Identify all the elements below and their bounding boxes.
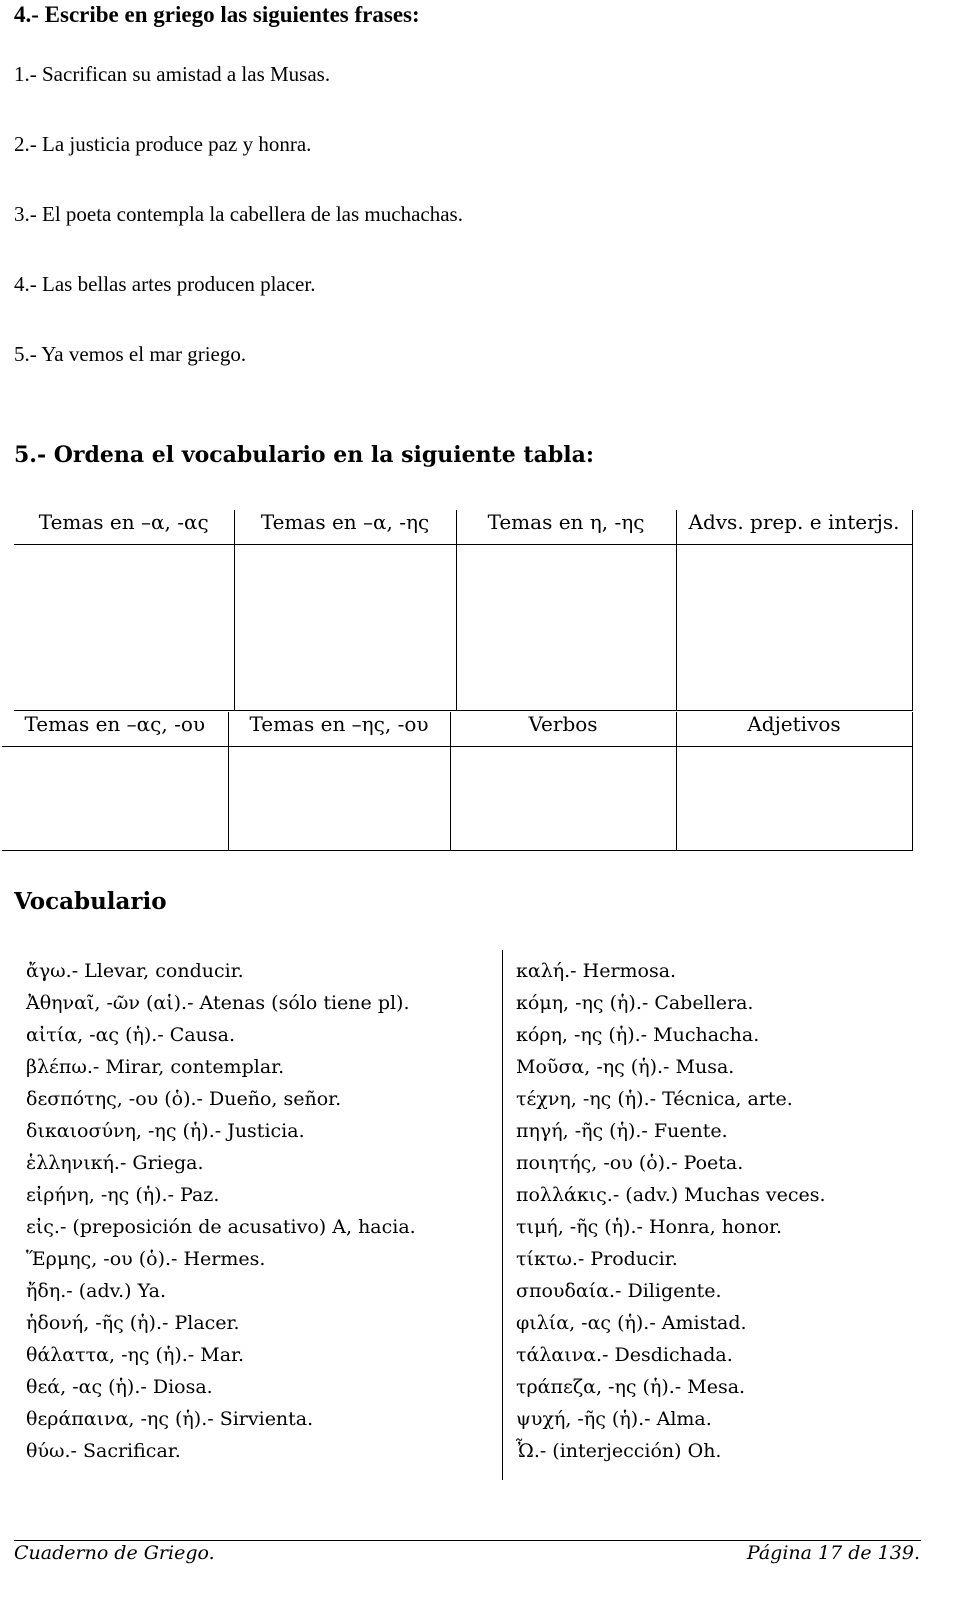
footer-page-number: Página 17 de 139.: [746, 1542, 920, 1564]
vocab-entry: κόρη, -ης (ἡ).- Muchacha.: [516, 1024, 760, 1046]
vocab-entry: καλή.- Hermosa.: [516, 960, 677, 982]
vocab-entry: θεά, -ας (ἡ).- Diosa.: [26, 1376, 213, 1398]
footer-book-title: Cuaderno de Griego.: [14, 1542, 215, 1564]
vocab-entry: ἄγω.- Llevar, conducir.: [26, 960, 244, 982]
vocab-entry: εἰρήνη, -ης (ἡ).- Paz.: [26, 1184, 220, 1206]
exercise-4-title: 4.- Escribe en griego las siguientes frases:: [14, 2, 420, 27]
table2-header-3: Verbos: [450, 712, 676, 747]
table2-cell-4[interactable]: [676, 747, 912, 851]
table1-header-3: Temas en η, -ης: [456, 510, 676, 545]
vocab-table-2: [2, 712, 913, 851]
vocab-entry: δεσπότης, -ου (ὁ).- Dueño, señor.: [26, 1088, 342, 1110]
vocab-entry: θεράπαινα, -ης (ἡ).- Sirvienta.: [26, 1408, 314, 1430]
vocab-entry: τιμή, -ῆς (ἡ).- Honra, honor.: [516, 1216, 783, 1238]
vocab-entry: ἡδονή, -ῆς (ἡ).- Placer.: [26, 1312, 240, 1334]
table2-cell-1[interactable]: [2, 747, 228, 851]
vocab-entry: θύω.- Sacrificar.: [26, 1440, 181, 1462]
vocab-entry: δικαιοσύνη, -ης (ἡ).- Justicia.: [26, 1120, 305, 1142]
vocab-entry: φιλία, -ας (ἡ).- Amistad.: [516, 1312, 747, 1334]
sentence-5: 5.- Ya vemos el mar griego.: [14, 342, 247, 366]
table1-cell-1[interactable]: [14, 545, 234, 711]
sentence-1: 1.- Sacrifican su amistad a las Musas.: [14, 62, 331, 86]
table2-cell-2[interactable]: [228, 747, 450, 851]
vocab-left-column: [26, 957, 416, 1469]
column-divider: [502, 950, 503, 1480]
table2-header-4: Adjetivos: [676, 712, 912, 747]
vocab-entry: βλέπω.- Mirar, contemplar.: [26, 1056, 285, 1078]
vocab-entry: Ὦ.- (interjección) Oh.: [516, 1440, 722, 1462]
sentence-4: 4.- Las bellas artes producen placer.: [14, 272, 316, 296]
sentence-3: 3.- El poeta contempla la cabellera de las muchachas.: [14, 202, 463, 226]
vocab-entry: ἤδη.- (adv.) Ya.: [26, 1280, 167, 1302]
vocab-entry: τίκτω.- Producir.: [516, 1248, 678, 1270]
vocab-entry: τάλαινα.- Desdichada.: [516, 1344, 733, 1366]
table2-header-2: Temas en –ης, -ου: [228, 712, 450, 747]
table1-cell-2[interactable]: [234, 545, 456, 711]
table2-header-1: Temas en –ας, -ου: [2, 712, 228, 747]
sentence-2: 2.- La justicia produce paz y honra.: [14, 132, 312, 156]
vocab-entry: πολλάκις.- (adv.) Muchas veces.: [516, 1184, 826, 1206]
footer-rule: [14, 1540, 921, 1541]
vocab-entry: κόμη, -ης (ἡ).- Cabellera.: [516, 992, 754, 1014]
table1-cell-4[interactable]: [676, 545, 912, 711]
vocab-entry: ἑλληνική.- Griega.: [26, 1152, 204, 1174]
vocab-table-1: [14, 510, 913, 711]
table1-header-2: Temas en –α, -ης: [234, 510, 456, 545]
table1-cell-3[interactable]: [456, 545, 676, 711]
vocab-entry: πηγή, -ῆς (ἡ).- Fuente.: [516, 1120, 728, 1142]
table2-cell-3[interactable]: [450, 747, 676, 851]
vocab-entry: σπουδαία.- Diligente.: [516, 1280, 722, 1302]
vocab-entry: ψυχή, -ῆς (ἡ).- Alma.: [516, 1408, 712, 1430]
exercise-5-title: 5.- Ordena el vocabulario en la siguiente tabla:: [14, 442, 594, 468]
vocab-entry: θάλαττα, -ης (ἡ).- Mar.: [26, 1344, 245, 1366]
vocab-entry: τράπεζα, -ης (ἡ).- Mesa.: [516, 1376, 746, 1398]
vocab-entry: ποιητής, -ου (ὁ).- Poeta.: [516, 1152, 744, 1174]
vocab-entry: Μοῦσα, -ης (ἡ).- Musa.: [516, 1056, 735, 1078]
vocab-right-column: [516, 957, 826, 1469]
table1-header-1: Temas en –α, -ας: [14, 510, 234, 545]
vocab-entry: τέχνη, -ης (ἡ).- Técnica, arte.: [516, 1088, 793, 1110]
vocab-entry: αἰτία, -ας (ἡ).- Causa.: [26, 1024, 236, 1046]
vocab-entry: Ἀθηναῖ, -ῶν (αἱ).- Atenas (sólo tiene pl).: [26, 992, 410, 1014]
vocab-entry: Ἕρμης, -ου (ὁ).- Hermes.: [26, 1248, 266, 1270]
vocab-entry: εἰς.- (preposición de acusativo) A, hacia.: [26, 1216, 416, 1238]
table1-header-4: Advs. prep. e interjs.: [676, 510, 912, 545]
vocabulary-title: Vocabulario: [14, 888, 167, 915]
